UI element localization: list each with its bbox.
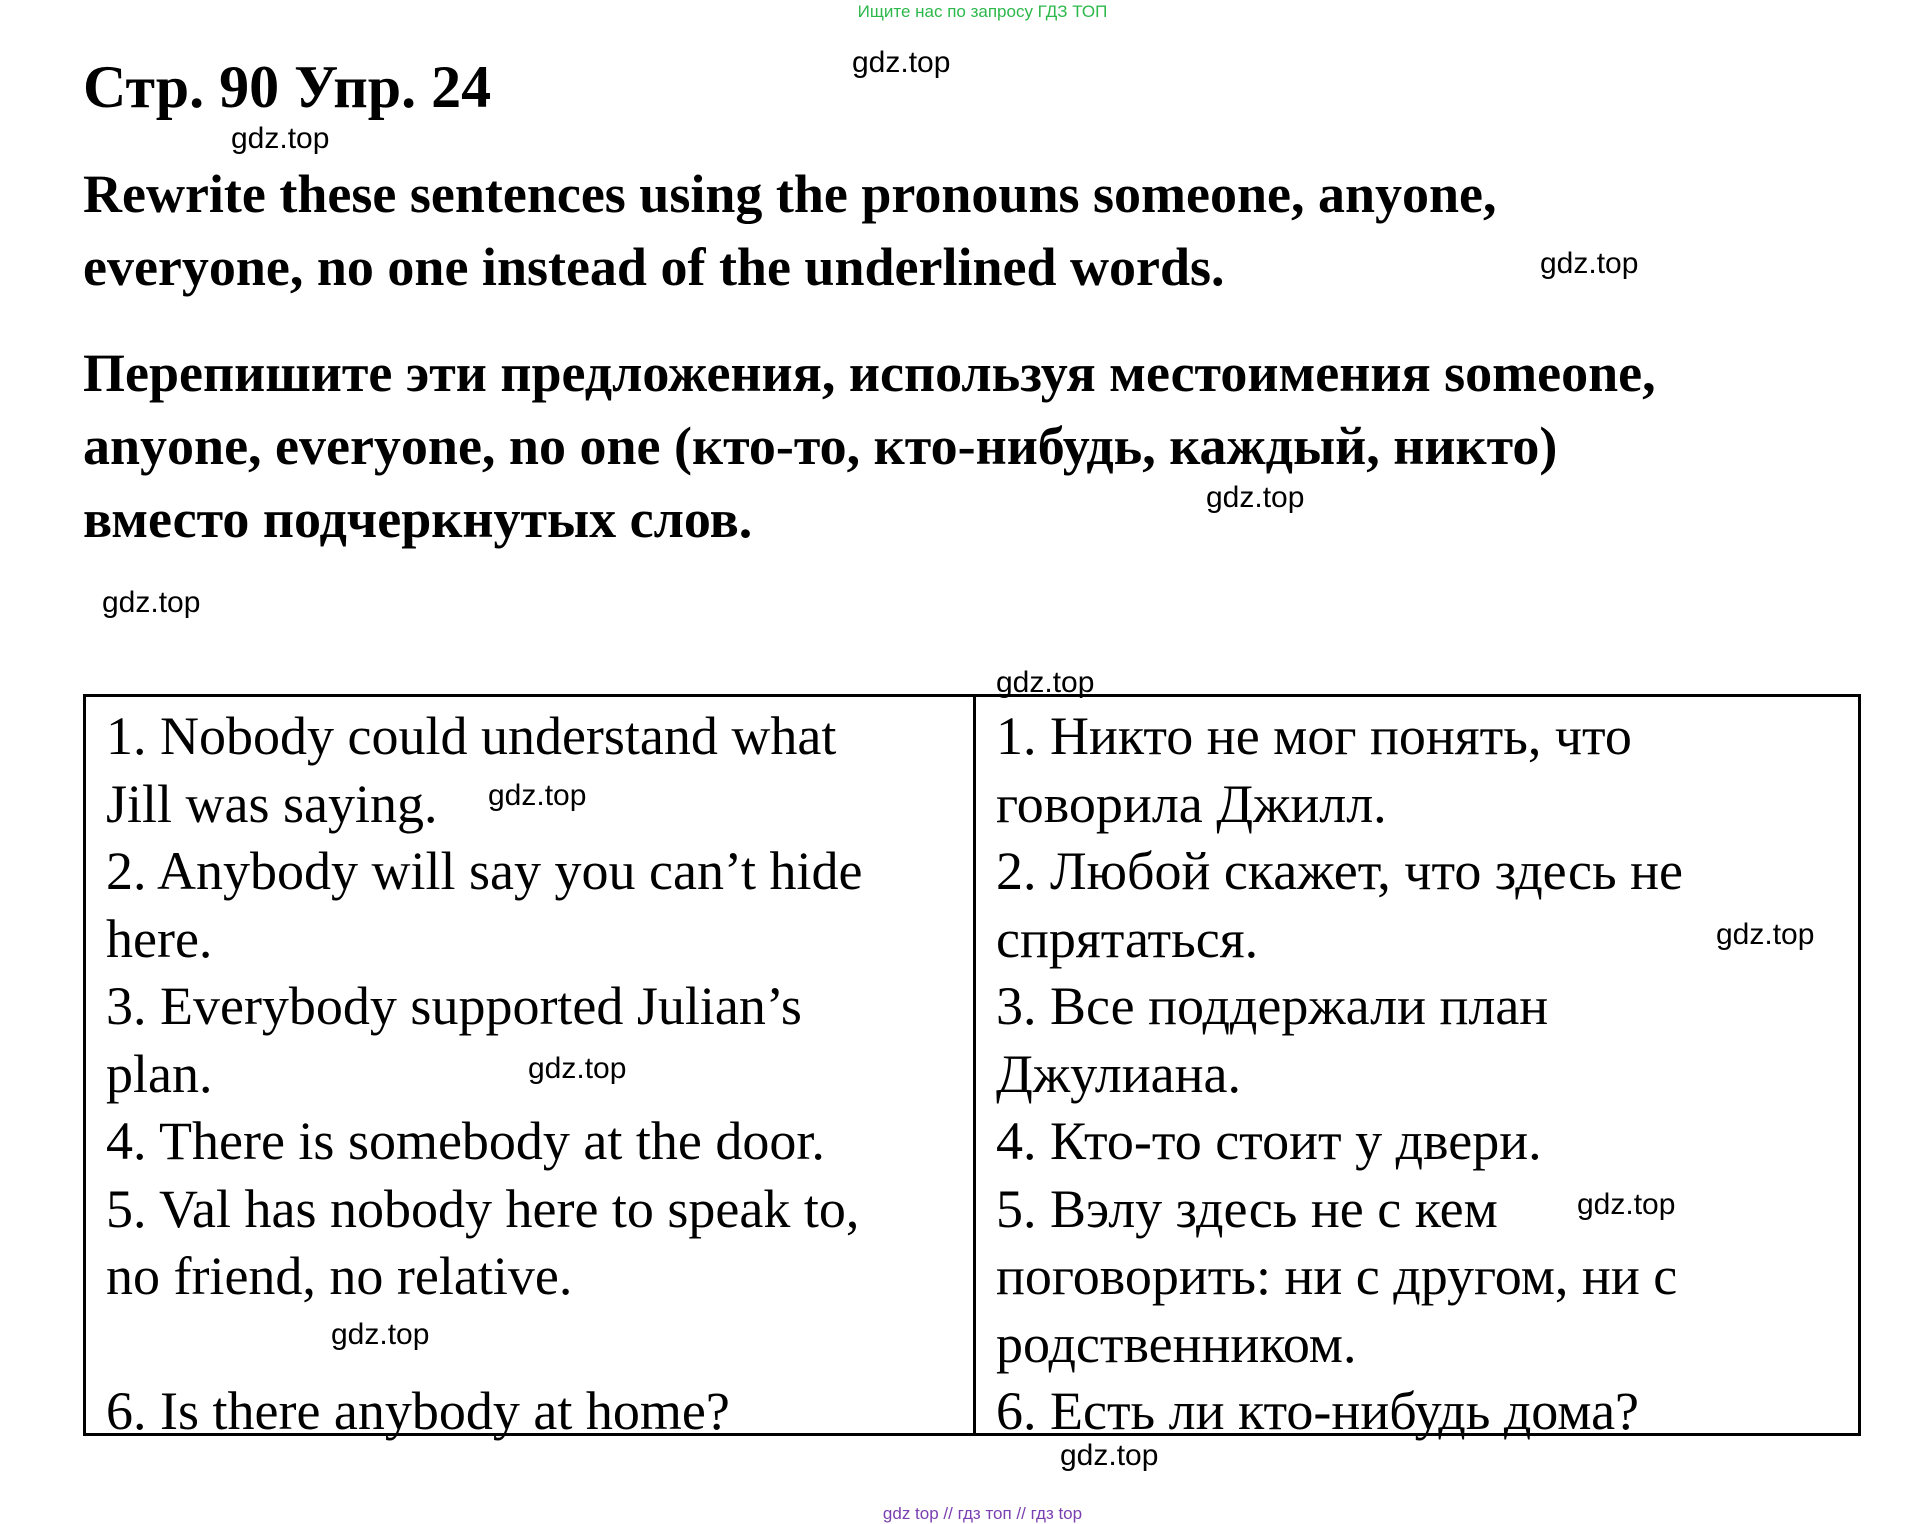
watermark: gdz.top — [488, 779, 587, 812]
russian-line: поговорить: ни с другом, ни с — [996, 1246, 1678, 1306]
watermark: gdz.top — [102, 586, 201, 619]
instruction-russian — [83, 337, 1656, 556]
english-line-blank — [106, 1311, 973, 1379]
english-line: 5. Val has nobody here to speak to, — [106, 1178, 860, 1239]
russian-line: 1. Никто не мог понять, что — [996, 706, 1632, 766]
russian-line: 3. Все поддержали план — [996, 976, 1549, 1036]
english-line: plan. — [106, 1043, 213, 1104]
russian-column — [976, 697, 1858, 1441]
english-line: 4. There is somebody at the door. — [106, 1111, 825, 1171]
english-line: 6. Is there anybody at home? — [106, 1381, 730, 1441]
watermark: gdz.top — [996, 666, 1095, 699]
page-title: Стр. 90 Упр. 24 — [83, 54, 492, 120]
instruction-line: everyone, no one instead of the underlined words. — [83, 237, 1225, 297]
instruction-line: Перепишите эти предложения, используя местоимения someone, — [83, 343, 1656, 403]
footer-watermark: gdz top // гдз топ // гдз top — [882, 1504, 1083, 1523]
instruction-english — [83, 158, 1497, 304]
english-line: here. — [106, 908, 213, 969]
watermark: gdz.top — [1577, 1188, 1676, 1221]
watermark: gdz.top — [231, 122, 330, 155]
top-banner: Ищите нас по запросу ГДЗ ТОП — [857, 2, 1108, 21]
instruction-line: anyone, everyone, no one (кто-то, кто-нибудь, каждый, никто) — [83, 416, 1558, 476]
russian-line: спрятаться. — [996, 908, 1259, 969]
watermark: gdz.top — [1060, 1439, 1159, 1472]
english-line: no friend, no relative. — [106, 1246, 573, 1306]
english-line: 3. Everybody supported Julian’s — [106, 976, 802, 1036]
russian-line: 6. Есть ли кто-нибудь дома? — [996, 1381, 1640, 1441]
english-line: 1. Nobody could understand what — [106, 706, 837, 766]
russian-line: говорила Джилл. — [996, 773, 1387, 834]
instruction-line: Rewrite these sentences using the pronouns someone, anyone, — [83, 164, 1497, 224]
watermark: gdz.top — [528, 1052, 627, 1085]
english-line: Jill was saying. — [106, 773, 438, 834]
english-line: 2. Anybody will say you can’t hide — [106, 841, 863, 901]
russian-line: Джулиана. — [996, 1043, 1241, 1104]
russian-line: родственником. — [996, 1313, 1357, 1374]
watermark: gdz.top — [852, 46, 951, 79]
watermark: gdz.top — [1716, 918, 1815, 951]
russian-line: 5. Вэлу здесь не с кем — [996, 1178, 1498, 1239]
russian-line: 4. Кто-то стоит у двери. — [996, 1111, 1542, 1171]
watermark: gdz.top — [1206, 481, 1305, 514]
watermark: gdz.top — [1540, 247, 1639, 280]
instruction-line: вместо подчеркнутых слов. — [83, 489, 753, 549]
watermark: gdz.top — [331, 1318, 430, 1351]
russian-line: 2. Любой скажет, что здесь не — [996, 841, 1683, 901]
